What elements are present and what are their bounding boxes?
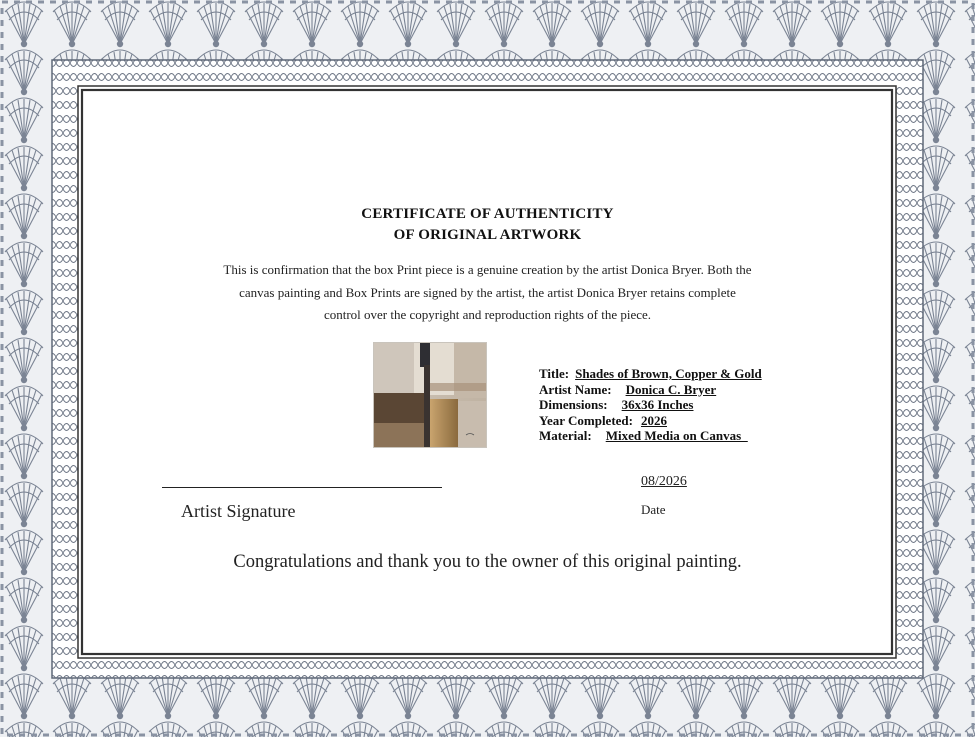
detail-year-value: 2026 [641, 412, 667, 428]
closing-message: Congratulations and thank you to the owner of this original painting. [233, 552, 742, 572]
detail-artist-row [539, 382, 762, 398]
detail-material-label: Material: [539, 428, 592, 443]
artwork-thumbnail [373, 342, 487, 448]
detail-dimensions-label: Dimensions: [539, 397, 608, 412]
certificate-subtitle: OF ORIGINAL ARTWORK [393, 227, 582, 243]
detail-dimensions-value: 36x36 Inches [621, 397, 694, 412]
body-text-line-2: canvas painting and Box Prints are signed by the artist, the artist Donica Bryer retains complete [239, 285, 736, 300]
detail-title-value: Shades of Brown, Copper & Gold [575, 366, 762, 381]
detail-year-row [539, 413, 762, 429]
detail-artist-value: Donica C. Bryer [625, 381, 717, 397]
certificate-title: CERTIFICATE OF AUTHENTICITY [361, 206, 614, 222]
detail-title-row [539, 366, 762, 382]
artist-signature-label: Artist Signature [181, 501, 296, 521]
body-text-line-3: control over the copyright and reproduction rights of the piece. [323, 307, 652, 322]
detail-dimensions-row [539, 397, 762, 413]
signature-line [162, 487, 442, 488]
detail-material-value: Mixed Media on Canvas_ [605, 428, 748, 443]
detail-material-row [539, 428, 762, 444]
detail-artist-label: Artist Name: [539, 381, 612, 397]
body-text-line-1: This is confirmation that the box Print piece is a genuine creation by the artist Donica Bryer. Both the [223, 262, 752, 277]
artwork-details [539, 366, 762, 444]
detail-year-label: Year Completed: [539, 412, 633, 428]
detail-title-label: Title: [539, 366, 570, 381]
date-label: Date [641, 502, 666, 517]
date-value: 08/2026 [641, 474, 687, 489]
